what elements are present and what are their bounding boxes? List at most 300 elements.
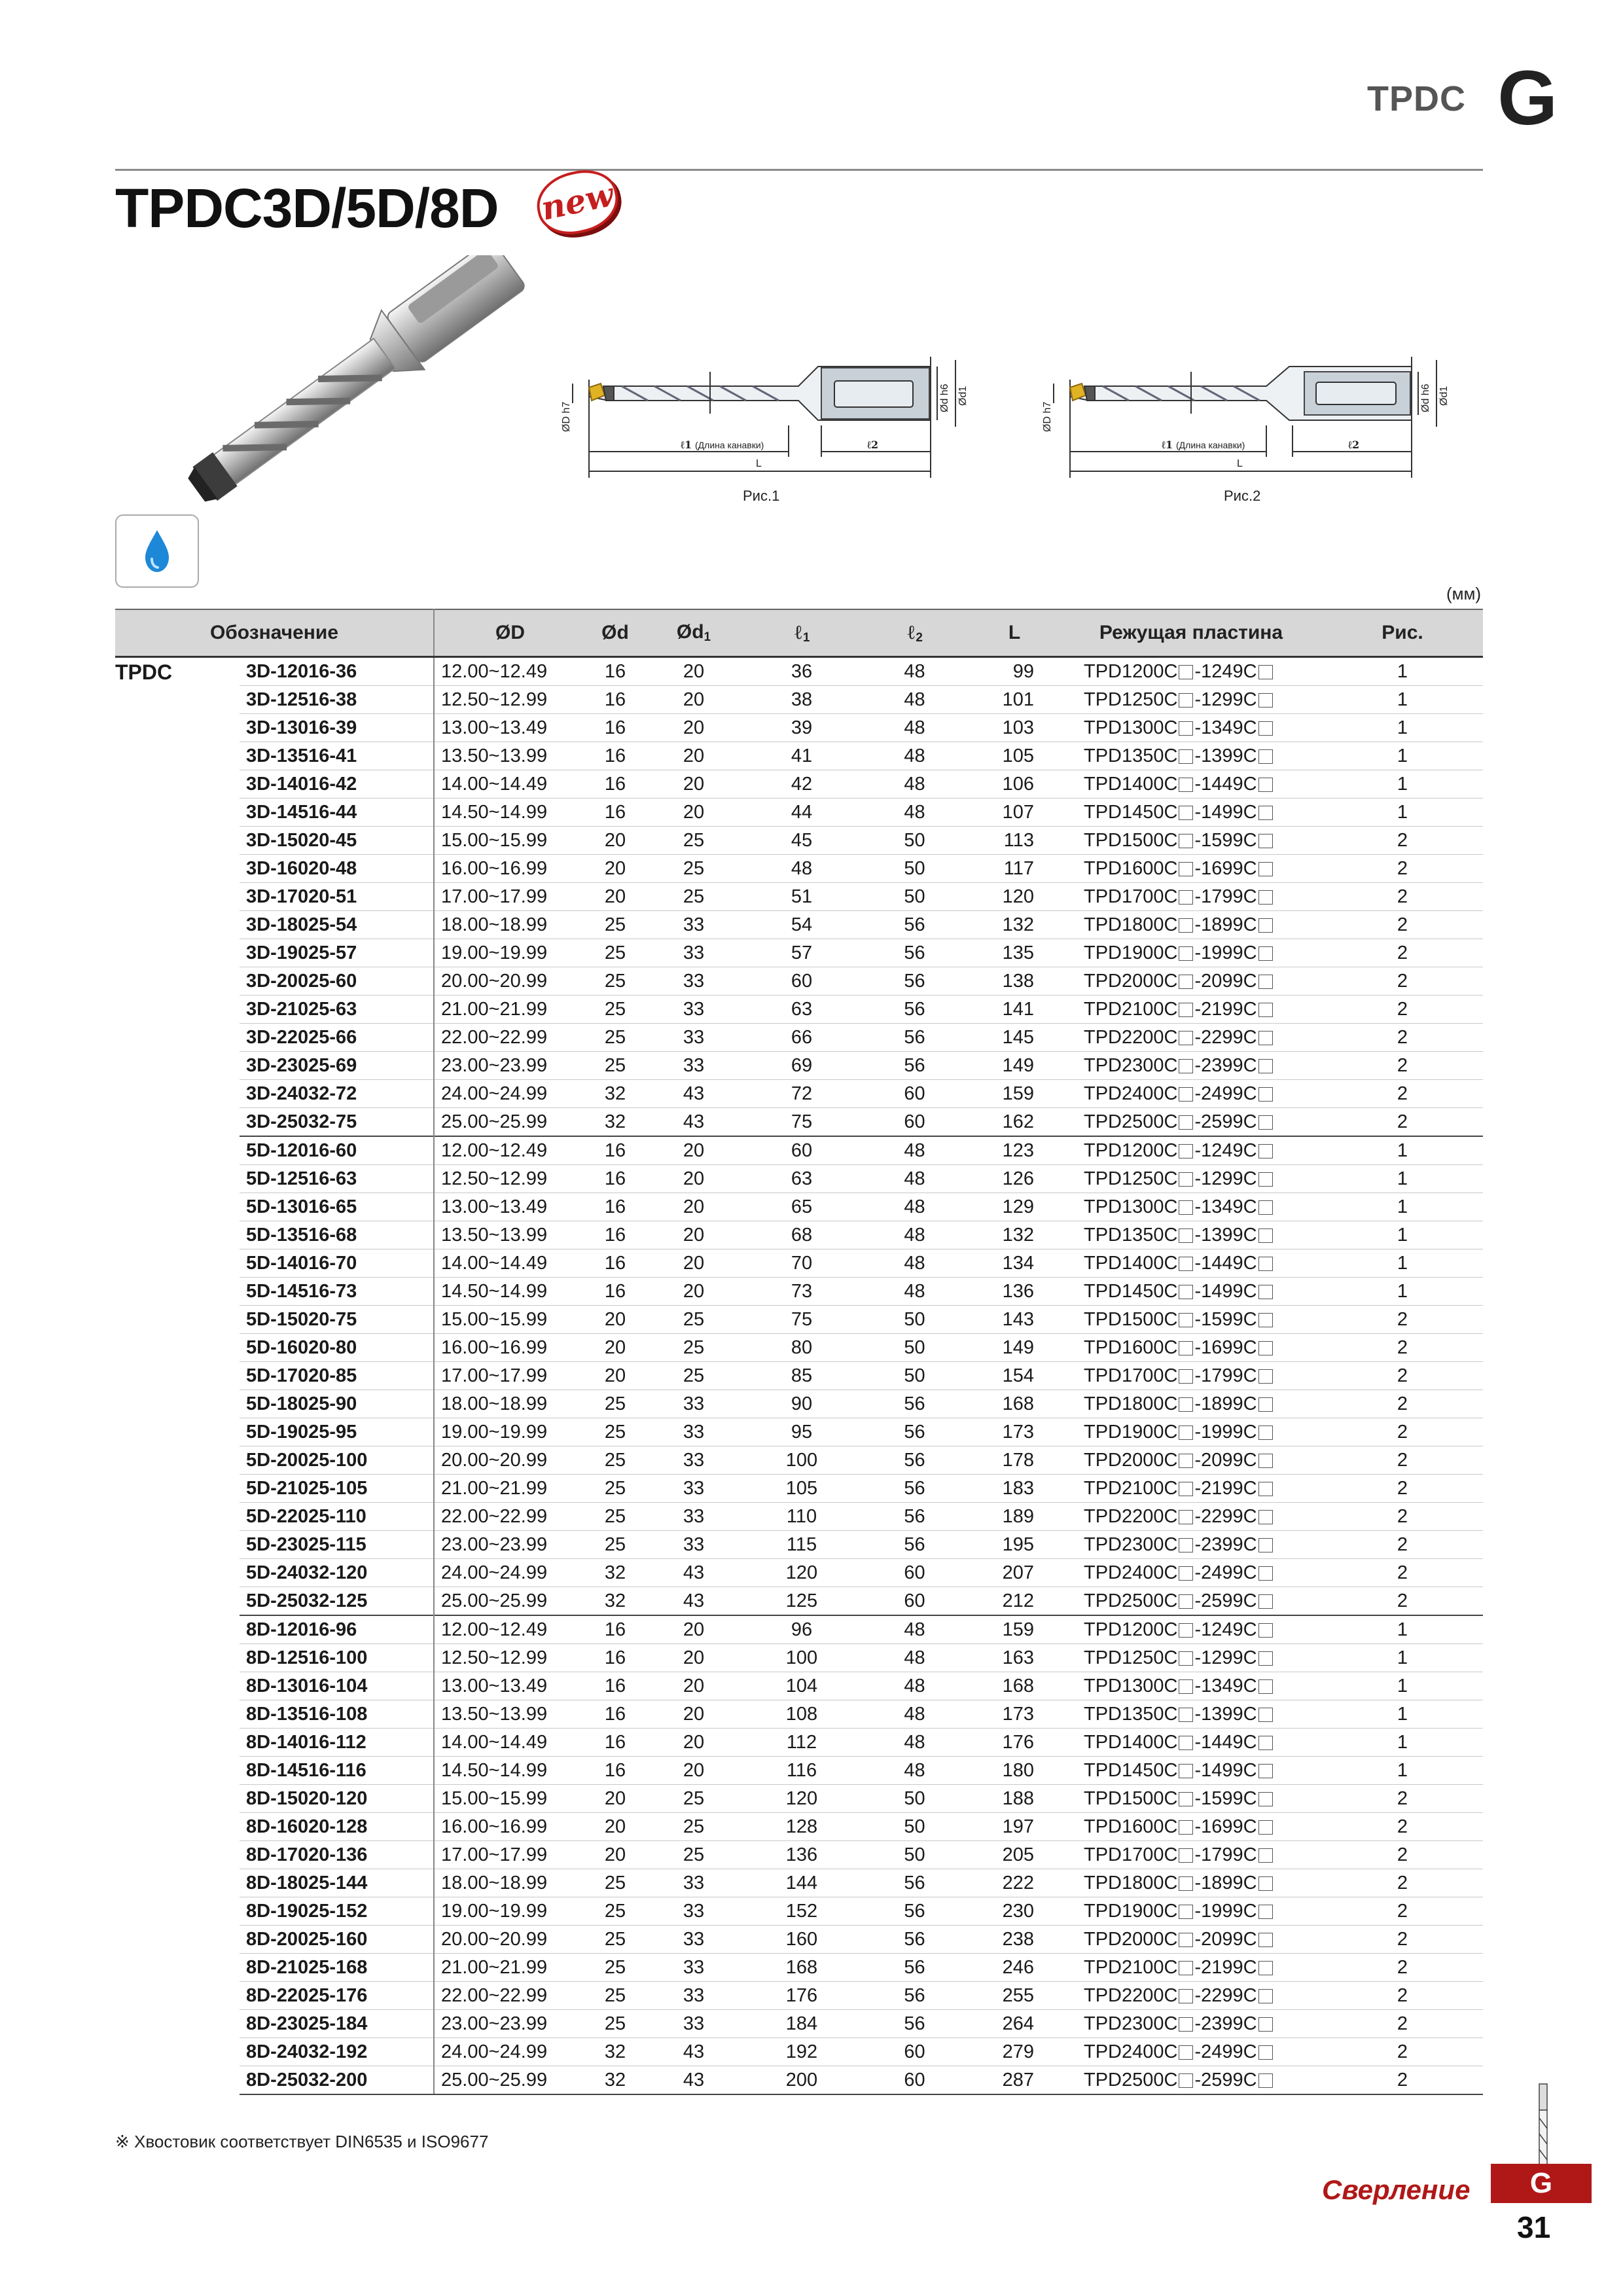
cell-d: 16	[586, 1672, 645, 1700]
cell-l2: 60	[861, 2066, 969, 2095]
cell-d1: 33	[645, 1897, 743, 1926]
cell-figure: 1	[1322, 1700, 1483, 1729]
cell-code: 8D-13016-104	[240, 1672, 434, 1700]
cell-L: 126	[969, 1165, 1060, 1193]
cell-code: 8D-25032-200	[240, 2066, 434, 2095]
placeholder-box	[1258, 1679, 1273, 1694]
cell-diameter-range: 12.00~12.49	[434, 1136, 586, 1165]
cell-insert	[1060, 1897, 1322, 1926]
insert-code-start: TPD2000C	[1084, 970, 1178, 992]
insert-code-start: TPD2100C	[1084, 1477, 1178, 1499]
placeholder-box	[1179, 721, 1193, 736]
placeholder-box	[1258, 975, 1273, 989]
cell-l2: 50	[861, 1841, 969, 1869]
insert-code-start: TPD1900C	[1084, 1421, 1178, 1443]
cell-code: 8D-13516-108	[240, 1700, 434, 1729]
page-title: TPDC3D/5D/8D	[115, 177, 499, 239]
cell-d1: 33	[645, 1982, 743, 2010]
cell-code: 5D-12516-63	[240, 1165, 434, 1193]
table-row	[115, 1052, 1483, 1080]
cell-l2: 48	[861, 1136, 969, 1165]
cell-L: 107	[969, 798, 1060, 827]
placeholder-box	[1258, 1087, 1273, 1102]
placeholder-box	[1258, 1229, 1273, 1243]
cell-diameter-range: 13.50~13.99	[434, 1700, 586, 1729]
insert-code-end: -2099C	[1194, 970, 1257, 992]
table-row	[115, 2010, 1483, 2038]
cell-d: 25	[586, 1954, 645, 1982]
cell-d: 25	[586, 1982, 645, 2010]
placeholder-box	[1258, 946, 1273, 961]
cell-figure: 2	[1322, 2038, 1483, 2066]
table-row	[115, 1757, 1483, 1785]
placeholder-box	[1179, 1538, 1193, 1552]
table-row	[115, 939, 1483, 967]
cell-d: 16	[586, 657, 645, 686]
cell-d: 25	[586, 1052, 645, 1080]
header-l1-sub: 1	[802, 630, 810, 645]
table-row	[115, 2038, 1483, 2066]
cell-d1: 20	[645, 686, 743, 714]
cell-d: 32	[586, 1108, 645, 1137]
insert-code-start: TPD2300C	[1084, 2013, 1178, 2034]
insert-code-start: TPD1500C	[1084, 829, 1178, 851]
cell-d1: 25	[645, 1785, 743, 1813]
cell-L: 195	[969, 1531, 1060, 1559]
cell-code: 8D-15020-120	[240, 1785, 434, 1813]
cell-l1: 125	[743, 1587, 861, 1616]
cell-insert	[1060, 1644, 1322, 1672]
cell-l2: 56	[861, 1024, 969, 1052]
cell-d1: 20	[645, 1644, 743, 1672]
cell-insert	[1060, 855, 1322, 883]
table-row	[115, 1390, 1483, 1418]
cell-diameter-range: 12.00~12.49	[434, 657, 586, 686]
cell-insert	[1060, 1869, 1322, 1897]
placeholder-box	[1179, 665, 1193, 679]
header-insert: Режущая пластина	[1060, 609, 1322, 657]
cell-l2: 56	[861, 1897, 969, 1926]
cell-l2: 50	[861, 827, 969, 855]
placeholder-box	[1179, 1313, 1193, 1327]
cell-diameter-range: 14.00~14.49	[434, 1729, 586, 1757]
cell-diameter-range: 13.00~13.49	[434, 1193, 586, 1221]
insert-code-end: -2199C	[1194, 1956, 1257, 1978]
placeholder-box	[1179, 2045, 1193, 2060]
cell-d1: 20	[645, 1757, 743, 1785]
insert-code-end: -1499C	[1194, 801, 1257, 823]
cell-d: 20	[586, 1362, 645, 1390]
cell-code: 5D-21025-105	[240, 1475, 434, 1503]
placeholder-box	[1258, 1961, 1273, 1975]
placeholder-box	[1258, 918, 1273, 933]
cell-diameter-range: 12.50~12.99	[434, 686, 586, 714]
cell-l1: 120	[743, 1559, 861, 1587]
cell-code: 3D-14516-44	[240, 798, 434, 827]
insert-code-end: -2299C	[1194, 1984, 1257, 2006]
cell-l1: 100	[743, 1644, 861, 1672]
cell-l1: 200	[743, 2066, 861, 2095]
insert-code-start: TPD2400C	[1084, 1083, 1178, 1104]
cell-l1: 168	[743, 1954, 861, 1982]
cell-insert	[1060, 1729, 1322, 1757]
cell-code: 8D-20025-160	[240, 1926, 434, 1954]
cell-L: 159	[969, 1615, 1060, 1644]
cell-d: 25	[586, 911, 645, 939]
header-d1-text: Ød	[676, 621, 704, 643]
header-d: Ød	[586, 609, 645, 657]
cell-insert	[1060, 657, 1322, 686]
cell-figure: 2	[1322, 1841, 1483, 1869]
placeholder-box	[1179, 693, 1193, 708]
cell-d: 16	[586, 1136, 645, 1165]
placeholder-box	[1179, 2073, 1193, 2088]
insert-code-start: TPD1200C	[1084, 660, 1178, 682]
placeholder-box	[1258, 1482, 1273, 1496]
table-row	[115, 1982, 1483, 2010]
cell-l2: 50	[861, 883, 969, 911]
new-badge-label: new	[537, 175, 617, 228]
cell-l2: 56	[861, 939, 969, 967]
insert-code-start: TPD1900C	[1084, 1900, 1178, 1922]
placeholder-box	[1179, 1876, 1193, 1891]
cell-L: 149	[969, 1052, 1060, 1080]
cell-L: 145	[969, 1024, 1060, 1052]
cell-l2: 60	[861, 1080, 969, 1108]
cell-insert	[1060, 1362, 1322, 1390]
table-row	[115, 1926, 1483, 1954]
cell-d: 32	[586, 1080, 645, 1108]
cell-l2: 48	[861, 742, 969, 770]
cell-insert	[1060, 1559, 1322, 1587]
cell-l2: 56	[861, 1418, 969, 1446]
cell-L: 212	[969, 1587, 1060, 1616]
cell-d1: 20	[645, 1249, 743, 1278]
cell-figure: 2	[1322, 1559, 1483, 1587]
cell-l2: 56	[861, 1926, 969, 1954]
placeholder-box	[1179, 1651, 1193, 1666]
cell-d: 20	[586, 827, 645, 855]
table-row	[115, 1024, 1483, 1052]
cell-insert	[1060, 1700, 1322, 1729]
cell-l2: 50	[861, 1813, 969, 1841]
placeholder-box	[1258, 1623, 1273, 1638]
fig1-label-l2: ℓ2	[867, 439, 879, 451]
fig2-label-L: L	[1237, 458, 1243, 469]
cell-figure: 2	[1322, 827, 1483, 855]
cell-L: 154	[969, 1362, 1060, 1390]
cell-l1: 68	[743, 1221, 861, 1249]
cell-figure: 2	[1322, 1024, 1483, 1052]
cell-figure: 2	[1322, 1306, 1483, 1334]
cell-l1: 104	[743, 1672, 861, 1700]
fig1-label-D: ØD h7	[561, 401, 572, 432]
cell-d1: 20	[645, 798, 743, 827]
placeholder-box	[1258, 1764, 1273, 1778]
cell-d: 25	[586, 1024, 645, 1052]
table-row	[115, 1897, 1483, 1926]
cell-d: 20	[586, 1334, 645, 1362]
header-divider	[115, 169, 1483, 171]
insert-code-start: TPD1300C	[1084, 1196, 1178, 1217]
cell-insert	[1060, 1503, 1322, 1531]
cell-diameter-range: 22.00~22.99	[434, 1024, 586, 1052]
cell-code: 3D-12516-38	[240, 686, 434, 714]
cell-code: 3D-23025-69	[240, 1052, 434, 1080]
cell-insert	[1060, 1136, 1322, 1165]
cell-figure: 2	[1322, 1869, 1483, 1897]
table-row	[115, 1249, 1483, 1278]
footer-section-name: Сверление	[1322, 2174, 1471, 2205]
cell-code: 3D-17020-51	[240, 883, 434, 911]
cell-figure: 1	[1322, 1672, 1483, 1700]
cell-l1: 60	[743, 967, 861, 996]
insert-code-end: -2499C	[1194, 1083, 1257, 1104]
table-row	[115, 1475, 1483, 1503]
placeholder-box	[1258, 721, 1273, 736]
placeholder-box	[1179, 1257, 1193, 1271]
cell-d1: 33	[645, 1475, 743, 1503]
insert-code-start: TPD1800C	[1084, 1393, 1178, 1414]
placeholder-box	[1179, 1285, 1193, 1299]
placeholder-box	[1258, 1200, 1273, 1215]
cell-d1: 20	[645, 1165, 743, 1193]
cell-d: 20	[586, 1785, 645, 1813]
placeholder-box	[1258, 890, 1273, 905]
cell-l1: 38	[743, 686, 861, 714]
cell-figure: 2	[1322, 855, 1483, 883]
cell-L: 138	[969, 967, 1060, 996]
cell-diameter-range: 15.00~15.99	[434, 827, 586, 855]
insert-code-start: TPD1500C	[1084, 1308, 1178, 1330]
cell-d: 32	[586, 1587, 645, 1616]
placeholder-box	[1179, 946, 1193, 961]
cell-insert	[1060, 1249, 1322, 1278]
insert-code-end: -1249C	[1194, 660, 1257, 682]
cell-l1: 72	[743, 1080, 861, 1108]
cell-diameter-range: 17.00~17.99	[434, 883, 586, 911]
cell-d: 25	[586, 1446, 645, 1475]
cell-insert	[1060, 714, 1322, 742]
cell-L: 173	[969, 1418, 1060, 1446]
cell-d: 16	[586, 770, 645, 798]
cell-L: 103	[969, 714, 1060, 742]
cell-l2: 48	[861, 1193, 969, 1221]
cell-figure: 2	[1322, 967, 1483, 996]
cell-figure: 2	[1322, 939, 1483, 967]
cell-d1: 20	[645, 657, 743, 686]
insert-code-start: TPD1250C	[1084, 1647, 1178, 1668]
placeholder-box	[1179, 1397, 1193, 1412]
cell-code: 5D-18025-90	[240, 1390, 434, 1418]
placeholder-box	[1258, 1933, 1273, 1947]
insert-code-end: -2099C	[1194, 1928, 1257, 1950]
table-row	[115, 1108, 1483, 1137]
cell-diameter-range: 14.00~14.49	[434, 770, 586, 798]
cell-l2: 56	[861, 1475, 969, 1503]
cell-diameter-range: 24.00~24.99	[434, 2038, 586, 2066]
insert-code-start: TPD2300C	[1084, 1534, 1178, 1555]
cell-figure: 2	[1322, 1531, 1483, 1559]
cell-figure: 1	[1322, 1193, 1483, 1221]
cell-figure: 2	[1322, 1982, 1483, 2010]
cell-diameter-range: 19.00~19.99	[434, 939, 586, 967]
cell-diameter-range: 23.00~23.99	[434, 1052, 586, 1080]
cell-diameter-range: 25.00~25.99	[434, 2066, 586, 2095]
cell-d: 16	[586, 1700, 645, 1729]
placeholder-box	[1179, 918, 1193, 933]
cell-figure: 2	[1322, 1108, 1483, 1137]
figure-2-caption: Рис.2	[1224, 488, 1261, 504]
table-row	[115, 855, 1483, 883]
table-row	[115, 827, 1483, 855]
cell-diameter-range: 20.00~20.99	[434, 1446, 586, 1475]
cell-d1: 25	[645, 1306, 743, 1334]
cell-code: 8D-24032-192	[240, 2038, 434, 2066]
cell-diameter-range: 17.00~17.99	[434, 1841, 586, 1869]
placeholder-box	[1258, 806, 1273, 820]
cell-L: 222	[969, 1869, 1060, 1897]
insert-code-end: -2599C	[1194, 2069, 1257, 2090]
insert-code-end: -1999C	[1194, 1900, 1257, 1922]
cell-insert	[1060, 798, 1322, 827]
insert-code-end: -2599C	[1194, 1111, 1257, 1132]
cell-d: 25	[586, 1503, 645, 1531]
cell-insert	[1060, 1813, 1322, 1841]
cell-figure: 2	[1322, 1926, 1483, 1954]
insert-code-end: -1249C	[1194, 1619, 1257, 1640]
insert-code-end: -1299C	[1194, 689, 1257, 710]
placeholder-box	[1258, 1876, 1273, 1891]
cell-figure: 2	[1322, 996, 1483, 1024]
placeholder-box	[1179, 1369, 1193, 1384]
cell-l1: 90	[743, 1390, 861, 1418]
header-L: L	[969, 609, 1060, 657]
placeholder-box	[1179, 1792, 1193, 1806]
cell-l1: 69	[743, 1052, 861, 1080]
cell-code: 8D-22025-176	[240, 1982, 434, 2010]
placeholder-box	[1258, 1736, 1273, 1750]
insert-code-start: TPD1600C	[1084, 1816, 1178, 1837]
cell-l2: 56	[861, 1954, 969, 1982]
cell-insert	[1060, 686, 1322, 714]
cell-L: 168	[969, 1672, 1060, 1700]
fig2-label-l1: ℓ1	[1162, 439, 1173, 451]
header-code: Обозначение	[115, 609, 434, 657]
insert-code-start: TPD1500C	[1084, 1787, 1178, 1809]
cell-d: 25	[586, 1869, 645, 1897]
placeholder-box	[1179, 1623, 1193, 1638]
cell-l1: 63	[743, 996, 861, 1024]
cell-L: 230	[969, 1897, 1060, 1926]
cell-d1: 43	[645, 1587, 743, 1616]
placeholder-box	[1258, 1003, 1273, 1017]
cell-d: 16	[586, 742, 645, 770]
header-d1-sub: 1	[704, 630, 711, 644]
cell-L: 135	[969, 939, 1060, 967]
cell-code: 5D-15020-75	[240, 1306, 434, 1334]
cell-insert	[1060, 1785, 1322, 1813]
cell-insert	[1060, 1193, 1322, 1221]
insert-code-end: -1999C	[1194, 1421, 1257, 1443]
cell-d1: 20	[645, 714, 743, 742]
cell-diameter-range: 16.00~16.99	[434, 1334, 586, 1362]
cell-l1: 176	[743, 1982, 861, 2010]
footnote: ※ Хвостовик соответствует DIN6535 и ISO9677	[115, 2132, 489, 2151]
cell-d1: 20	[645, 1729, 743, 1757]
cell-figure: 2	[1322, 1587, 1483, 1616]
table-row	[115, 1700, 1483, 1729]
table-row	[115, 742, 1483, 770]
cell-insert	[1060, 967, 1322, 996]
cell-l2: 56	[861, 1503, 969, 1531]
insert-code-end: -1899C	[1194, 1872, 1257, 1893]
cell-d: 16	[586, 1615, 645, 1644]
cell-l2: 48	[861, 1249, 969, 1278]
insert-code-end: -1799C	[1194, 1844, 1257, 1865]
placeholder-box	[1179, 1341, 1193, 1355]
cell-code: 3D-20025-60	[240, 967, 434, 996]
cell-diameter-range: 21.00~21.99	[434, 996, 586, 1024]
cell-L: 205	[969, 1841, 1060, 1869]
placeholder-box	[1258, 1708, 1273, 1722]
unit-note: (мм)	[1446, 584, 1482, 603]
cell-code: 3D-22025-66	[240, 1024, 434, 1052]
placeholder-box	[1179, 862, 1193, 876]
placeholder-box	[1179, 1482, 1193, 1496]
cell-d1: 33	[645, 1446, 743, 1475]
cell-l2: 48	[861, 1165, 969, 1193]
cell-l1: 65	[743, 1193, 861, 1221]
cell-code: 5D-22025-110	[240, 1503, 434, 1531]
cell-l1: 144	[743, 1869, 861, 1897]
table-row	[115, 798, 1483, 827]
spec-table	[115, 609, 1483, 2095]
cell-diameter-range: 25.00~25.99	[434, 1587, 586, 1616]
placeholder-box	[1179, 1087, 1193, 1102]
placeholder-box	[1258, 1989, 1273, 2003]
cell-d1: 33	[645, 1869, 743, 1897]
cell-figure: 1	[1322, 1249, 1483, 1278]
fig1-label-d: Ød h6	[939, 384, 950, 412]
insert-code-end: -2499C	[1194, 1562, 1257, 1583]
cell-l2: 48	[861, 1644, 969, 1672]
placeholder-box	[1179, 1989, 1193, 2003]
placeholder-box	[1258, 1341, 1273, 1355]
table-row	[115, 657, 1483, 686]
table-row	[115, 770, 1483, 798]
placeholder-box	[1258, 1031, 1273, 1045]
cell-diameter-range: 16.00~16.99	[434, 1813, 586, 1841]
cell-L: 197	[969, 1813, 1060, 1841]
cell-code: 8D-14516-116	[240, 1757, 434, 1785]
cell-diameter-range: 23.00~23.99	[434, 2010, 586, 2038]
cell-d: 32	[586, 1559, 645, 1587]
cell-L: 159	[969, 1080, 1060, 1108]
insert-code-end: -2199C	[1194, 1477, 1257, 1499]
cell-d1: 20	[645, 1221, 743, 1249]
header-D: ØD	[434, 609, 586, 657]
table-row	[115, 1785, 1483, 1813]
cell-l1: 57	[743, 939, 861, 967]
table-row	[115, 686, 1483, 714]
insert-code-end: -1449C	[1194, 773, 1257, 795]
placeholder-box	[1258, 1285, 1273, 1299]
cell-l1: 116	[743, 1757, 861, 1785]
cell-l2: 48	[861, 1729, 969, 1757]
cell-d1: 25	[645, 1841, 743, 1869]
header-l2-text: ℓ	[906, 620, 916, 644]
